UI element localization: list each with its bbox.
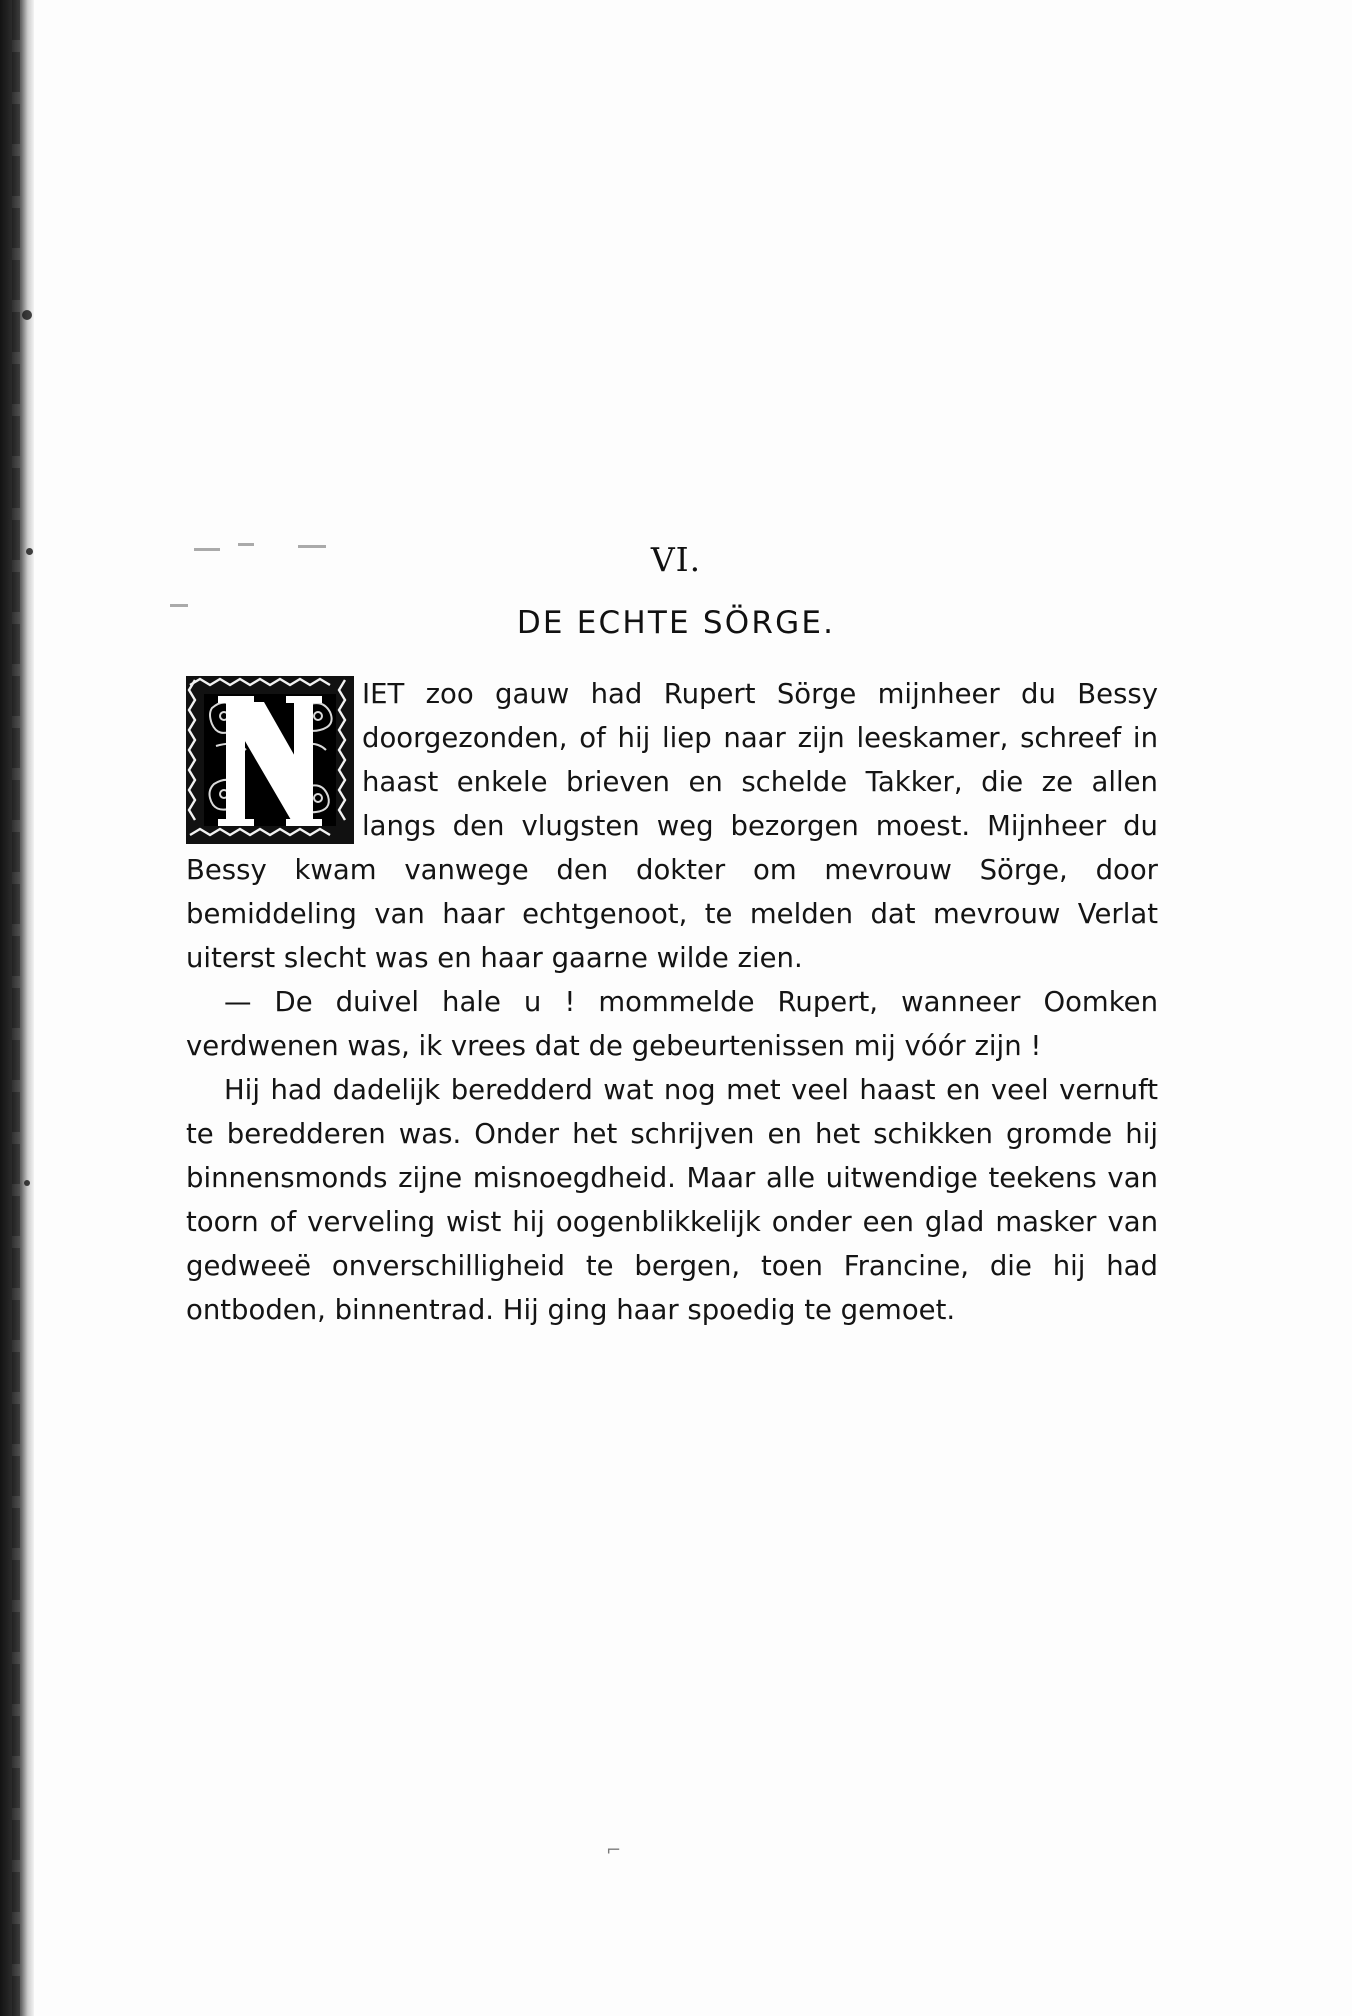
chapter-title: DE ECHTE SÖRGE.: [516, 605, 836, 641]
body-text: [186, 672, 1158, 1332]
scan-binding-edge: [0, 0, 34, 2016]
paragraph-2: — De duivel hale u ! mommelde Rupert, wanneer Oomken verdwenen was, ik vrees dat de gebeurtenissen mij vóór zijn !: [186, 986, 1158, 1062]
decorated-dropcap-N: [186, 676, 354, 844]
paragraph-1: IET zoo gauw had Rupert Sörge mijnheer du Bessy doorgezonden, of hij liep naar zijn leeskamer, schreef in haast enkele brieven en schelde Takker, die ze allen langs den vlugsten weg bezorgen moest. Mijnheer du Bessy kwam vanwege den dokter om mevrouw Sörge, door bemiddeling van haar echtgenoot, te melden dat mevrouw Verlat uiterst slecht was en haar gaarne wilde zien.: [186, 678, 1158, 974]
page-content: [186, 0, 1166, 2016]
scan-speck: [22, 310, 32, 320]
paragraph-3: Hij had dadelijk beredderd wat nog met veel haast en veel vernuft te beredderen was. Onder het schrijven en het schikken gromde hij binnensmonds zijne misnoegdheid. Maar alle uitwendige teekens van toorn of verveling wist hij oogenblikkelijk onder een glad masker van gedweeë onverschilligheid te bergen, toen Francine, die hij had ontboden, binnentrad. Hij ging haar spoedig te gemoet.: [186, 1074, 1158, 1326]
footer-stray-mark: ⌐: [606, 1840, 622, 1861]
scan-speck: [26, 548, 33, 555]
scan-speck: [24, 1180, 30, 1186]
chapter-number: VI.: [650, 540, 702, 579]
